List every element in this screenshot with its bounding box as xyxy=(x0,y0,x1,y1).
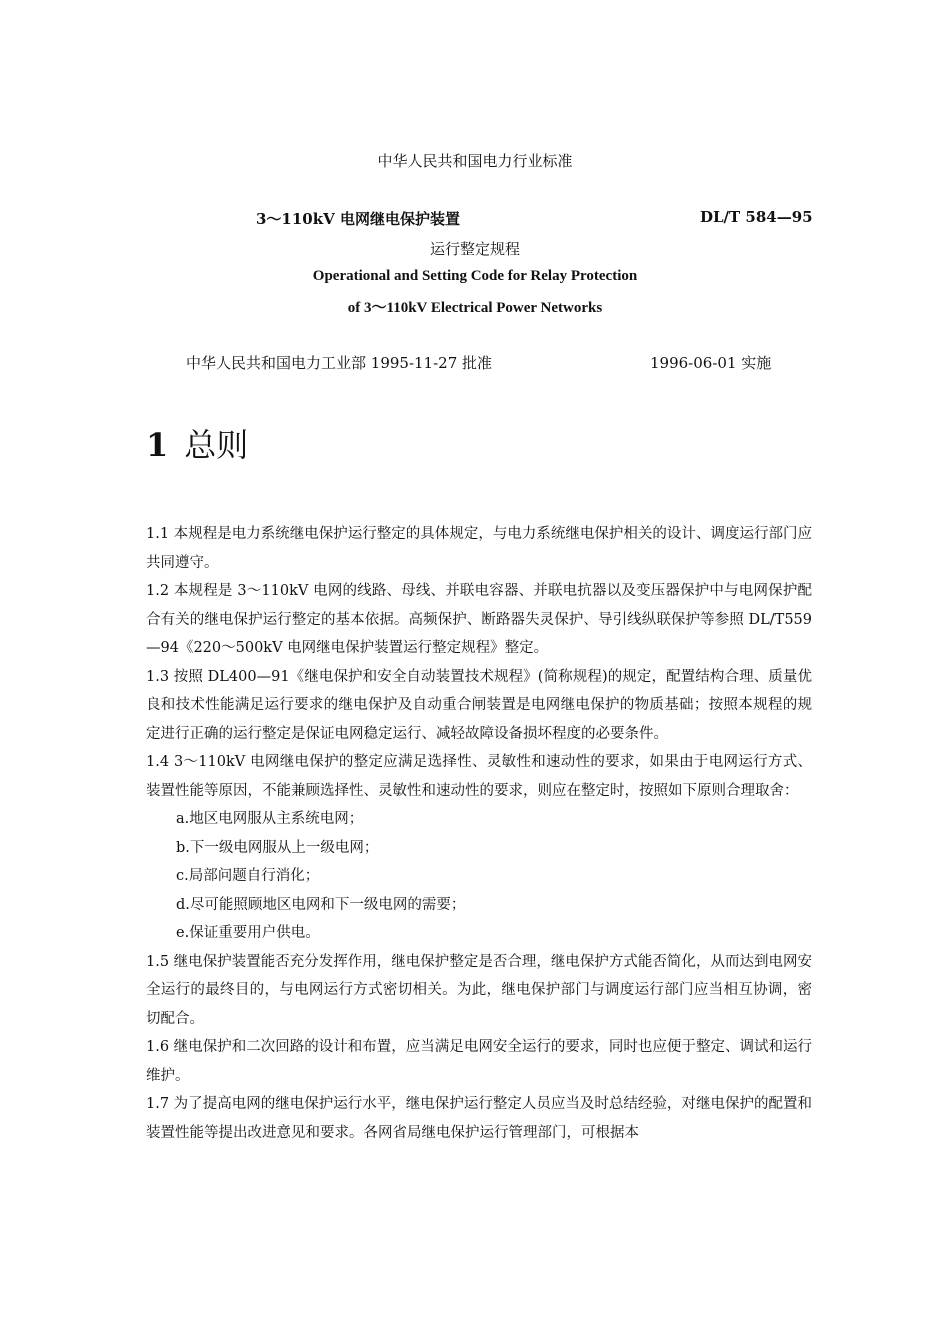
list-item: d.尽可能照顾地区电网和下一级电网的需要； xyxy=(176,896,466,913)
title-chinese-line2: 运行整定规程 xyxy=(429,240,520,258)
list-item: a.地区电网服从主系统电网； xyxy=(176,811,364,827)
body-text xyxy=(146,520,812,1147)
paragraph-1-4: 1.4 3～110kV 电网继电保护的整定应满足选择性、灵敏性和速动性的要求，如果由于电网运行方式、装置性能等原因，不能兼顾选择性、灵敏性和速动性的要求，则应在整定时，按照如下原则合理取舍： xyxy=(146,754,812,799)
chapter-title: 总则 xyxy=(184,426,249,464)
list-item: c.局部问题自行消化； xyxy=(176,868,320,884)
chapter-number: 1 xyxy=(146,426,169,464)
title-english-line1: Operational and Setting Code for Relay Protection xyxy=(312,268,638,284)
paragraph-1-6: 1.6 继电保护和二次回路的设计和布置，应当满足电网安全运行的要求，同时也应便于整定、调试和运行维护。 xyxy=(146,1039,812,1084)
approval-line: 中华人民共和国电力工业部 1995-11-27 批准 xyxy=(186,354,493,372)
effective-date: 1996-06-01 实施 xyxy=(650,354,772,372)
paragraph-1-5: 1.5 继电保护装置能否充分发挥作用，继电保护整定是否合理，继电保护方式能否简化，从而达到电网安全运行的最终目的，与电网运行方式密切相关。为此，继电保护部门与调度运行部门应当相互协调，密切配合。 xyxy=(146,953,812,1027)
paragraph-1-1: 1.1 本规程是电力系统继电保护运行整定的具体规定，与电力系统继电保护相关的设计、调度运行部门应共同遵守。 xyxy=(146,526,812,571)
title-english-line2: of 3～110kV Electrical Power Networks xyxy=(347,300,603,316)
chapter-heading xyxy=(146,420,248,466)
standard-code: DL/T 584—95 xyxy=(700,208,813,226)
paragraph-1-2: 1.2 本规程是 3～110kV 电网的线路、母线、并联电容器、并联电抗器以及变压器保护中与电网保护配合有关的继电保护运行整定的基本依据。高频保护、断路器失灵保护、导引线纵联保护等参照 DL/T559—94《220～500kV 电网继电保护装置运行整定规程》整定。 xyxy=(146,583,812,656)
paragraph-1-7: 1.7 为了提高电网的继电保护运行水平，继电保护运行整定人员应当及时总结经验，对继电保护的配置和装置性能等提出改进意见和要求。各网省局继电保护运行管理部门，可根据本 xyxy=(146,1096,812,1141)
standard-header: 中华人民共和国电力行业标准 xyxy=(377,152,573,170)
list-item: e.保证重要用户供电。 xyxy=(176,925,320,941)
title-chinese-line1: 3～110kV 电网继电保护装置 xyxy=(256,210,461,228)
list-item: b.下一级电网服从上一级电网； xyxy=(176,839,379,856)
paragraph-1-3: 1.3 按照 DL400—91《继电保护和安全自动装置技术规程》(简称规程)的规定，配置结构合理、质量优良和技术性能满足运行要求的继电保护及自动重合闸装置是电网继电保护的物质基础；按照本规程的规定进行正确的运行整定是保证电网稳定运行、减轻故障设备损坏程度的必要条件。 xyxy=(146,668,812,742)
